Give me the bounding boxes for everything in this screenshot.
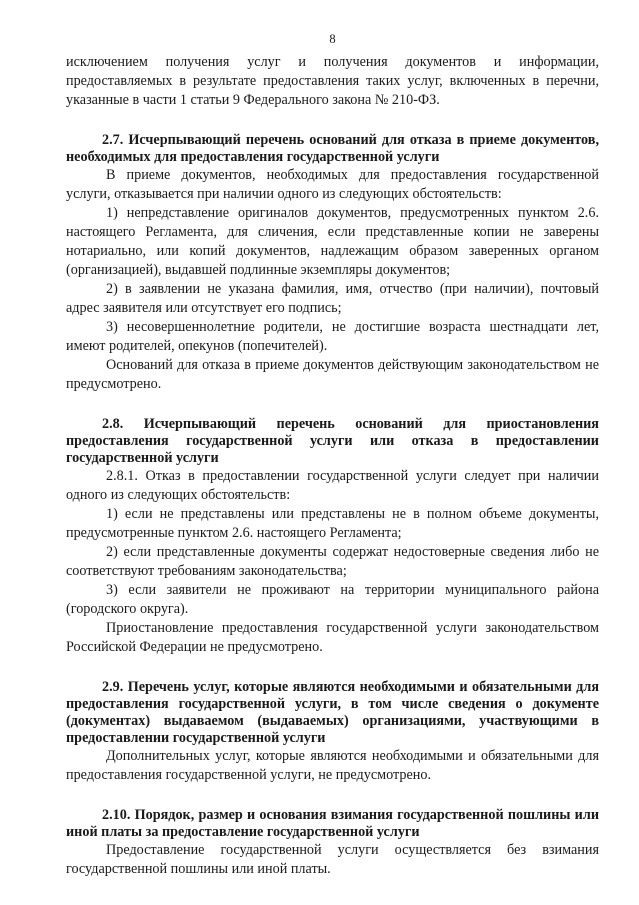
section-2-9 — [66, 679, 599, 785]
section-2-9-heading: 2.9. Перечень услуг, которые являются необходимыми и обязательными для предоставления государственной услуги, в том числе сведения о документе (документах) выдаваемом (выдаваемых) организациями, участвующими в предоставлении государственной услуги — [66, 679, 599, 746]
section-2-7-heading: 2.7. Исчерпывающий перечень оснований для отказа в приеме документов, необходимых для предоставления государственной услуги — [66, 132, 599, 165]
section-2-8-item-1: 1) если не представлены или представлены не в полном объеме документы, предусмотренные пунктом 2.6. настоящего Регламента; — [66, 506, 599, 541]
section-2-7-item-1: 1) непредставление оригиналов документов, предусмотренных пунктом 2.6. настоящего Регламента, для сличения, если представленные копии не заверены нотариально, или копий документов, надлежащим образом заверенных органом (организацией), выдавшей подлинные экземпляры документов; — [66, 205, 599, 278]
section-2-8-item-2: 2) если представленные документы содержат недостоверные сведения либо не соответствуют требованиям законодательства; — [66, 544, 599, 579]
section-2-10-heading: 2.10. Порядок, размер и основания взимания государственной пошлины или иной платы за предоставление государственной услуги — [66, 807, 599, 840]
section-2-7 — [66, 132, 599, 394]
section-2-10 — [66, 807, 599, 879]
section-2-8-item-3: 3) если заявители не проживают на территории муниципального района (городского округа). — [66, 582, 599, 617]
section-2-9-paragraph-1: Дополнительных услуг, которые являются необходимыми и обязательными для предоставления государственной услуги, не предусмотрено. — [66, 748, 599, 783]
intro-paragraph: исключением получения услуг и получения документов и информации, предоставляемых в результате предоставления таких услуг, включенных в перечни, указанные в части 1 статьи 9 Федерального закона № 210-ФЗ. — [66, 54, 599, 108]
section-2-7-paragraph-1: В приеме документов, необходимых для предоставления государственной услуги, отказывается при наличии одного из следующих обстоятельств: — [66, 167, 599, 202]
page-number: 8 — [329, 32, 336, 46]
section-2-7-paragraph-2: Оснований для отказа в приеме документов действующим законодательством не предусмотрено. — [66, 357, 599, 392]
section-2-7-item-2: 2) в заявлении не указана фамилия, имя, отчество (при наличии), почтовый адрес заявителя или отсутствует его подпись; — [66, 281, 599, 316]
section-2-10-paragraph-1: Предоставление государственной услуги осуществляется без взимания государственной пошлины или иной платы. — [66, 842, 599, 877]
section-2-7-item-3: 3) несовершеннолетние родители, не достигшие возраста шестнадцати лет, имеют родителей, опекунов (попечителей). — [66, 319, 599, 354]
section-2-8-heading: 2.8. Исчерпывающий перечень оснований для приостановления предоставления государственной услуги или отказа в предоставлении государственной услуги — [66, 416, 599, 466]
section-2-8-paragraph-1: 2.8.1. Отказ в предоставлении государственной услуги следует при наличии одного из следующих обстоятельств: — [66, 468, 599, 503]
section-2-8 — [66, 416, 599, 657]
section-2-8-paragraph-2: Приостановление предоставления государственной услуги законодательством Российской Федерации не предусмотрено. — [66, 620, 599, 655]
